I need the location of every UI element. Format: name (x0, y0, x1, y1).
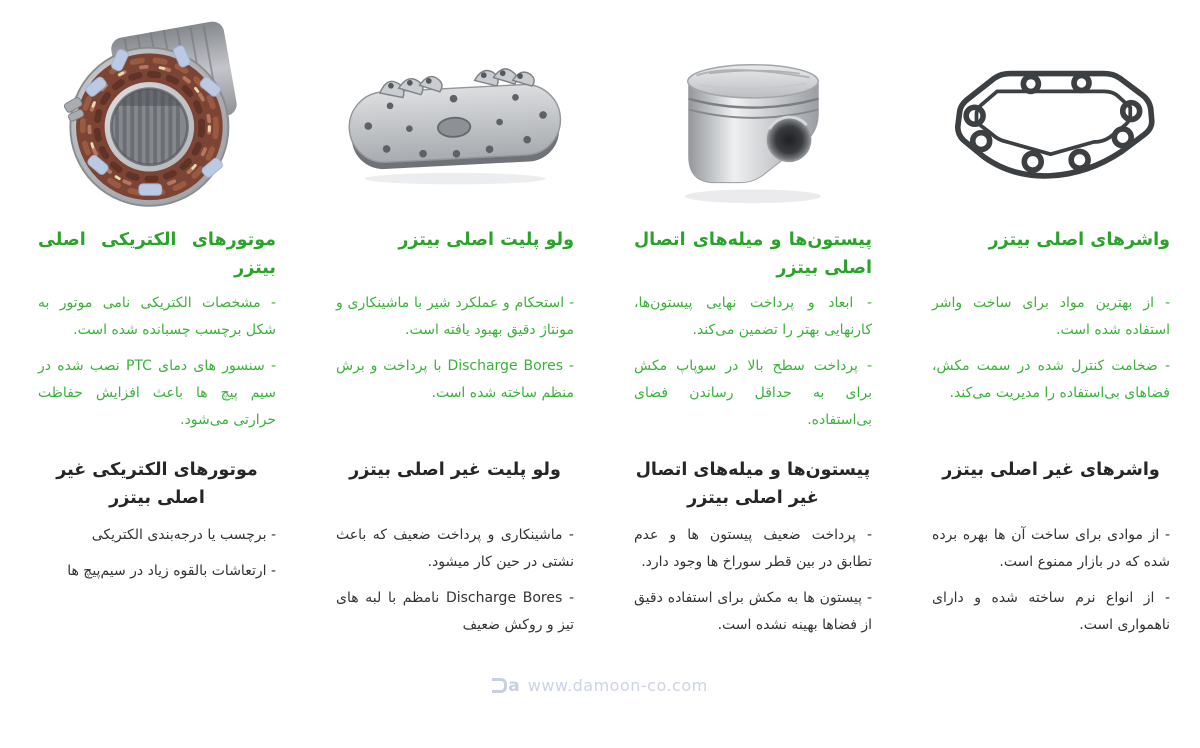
bullet-point: - ارتعاشات بالقوه زیاد در سیم‌پیچ ها (67, 563, 276, 579)
bullet-point: - Discharge Bores نامظم با لبه های تیز و روکش ضعیف (336, 590, 574, 633)
bullet-point: - برچسب یا درجه‌بندی الکتریکی (91, 527, 276, 543)
piston-image (634, 12, 872, 212)
damoon-logo-letter: a (508, 675, 520, 696)
damoon-logo-d-shape (492, 678, 507, 693)
gasket-icon (939, 37, 1164, 187)
bullet-point: - از بهترین مواد برای ساخت واشر استفاده شده است. (932, 295, 1170, 338)
electric-motor-image (38, 12, 276, 212)
footer-watermark (0, 676, 1200, 695)
nonoriginal-valve-plate-points (336, 522, 574, 639)
bullet-point: - سنسور های دمای PTC نصب شده در سیم پیچ ها باعث افزایش حفاظت حرارتی می‌شود. (38, 358, 276, 428)
original-gaskets-title: واشرهای اصلی بیتزر (988, 230, 1170, 250)
nonoriginal-motors-title: موتورهای الکتریکی غیر اصلی بیتزر (56, 460, 258, 508)
original-gaskets-points (932, 290, 1170, 442)
original-motors-points (38, 290, 276, 442)
bullet-point: - پیستون ها به مکش برای استفاده دقیق از فضاها بهینه نشده است. (634, 590, 872, 633)
gasket-image (932, 12, 1170, 212)
original-pistons-title: پیستون‌ها و میله‌های اتصال اصلی بیتزر (634, 230, 872, 278)
bullet-point: - مشخصات الکتریکی نامی موتور به شکل برچسب چسبانده شده است. (38, 295, 276, 338)
nonoriginal-pistons-points (634, 522, 872, 639)
piston-icon (653, 17, 853, 207)
column-gaskets (932, 12, 1170, 648)
valve-plate-image (336, 12, 574, 212)
original-valve-plate-title: ولو پلیت اصلی بیتزر (398, 230, 574, 250)
original-valve-plate-points (336, 290, 574, 442)
bullet-point: - پرداخت ضعیف پیستون ها و عدم تطابق در بین قطر سوراخ ها وجود دارد. (634, 527, 872, 570)
nonoriginal-pistons-title: پیستون‌ها و میله‌های اتصال غیر اصلی بیتزر (635, 460, 871, 508)
bullet-point: - Discharge Bores با پرداخت و برش منظم ساخته شده است. (336, 358, 574, 401)
bullet-point: - از موادی برای ساخت آن ها بهره برده شده که در بازار ممنوع است. (932, 527, 1170, 570)
column-valve-plate (336, 12, 574, 648)
column-pistons (634, 12, 872, 648)
original-motors-title: موتورهای الکتریکی اصلی بیتزر (38, 230, 276, 278)
bullet-point: - پرداخت سطح بالا در سوپاپ مکش برای به حداقل رساندن فضای بی‌استفاده. (634, 358, 872, 428)
damoon-logo-icon (492, 675, 520, 696)
nonoriginal-gaskets-points (932, 522, 1170, 639)
bullet-point: - ضخامت کنترل شده در سمت مکش، فضاهای بی‌استفاده را مدیریت می‌کند. (932, 358, 1170, 401)
nonoriginal-gaskets-title: واشرهای غیر اصلی بیتزر (942, 460, 1160, 480)
column-motors (38, 12, 276, 648)
valve-plate-icon (336, 32, 574, 192)
bullet-point: - ماشینکاری و پرداخت ضعیف که باعث نشتی در حین کار میشود. (336, 527, 574, 570)
footer-url: www.damoon-co.com (527, 676, 708, 695)
bullet-point: - ابعاد و پرداخت نهایی پیستون‌ها، کارنهایی بهتر را تضمین می‌کند. (634, 295, 872, 338)
original-pistons-points (634, 290, 872, 442)
electric-motor-icon (57, 13, 257, 211)
bullet-point: - از انواع نرم ساخته شده و دارای ناهمواری است. (932, 590, 1170, 633)
nonoriginal-valve-plate-title: ولو پلیت غیر اصلی بیتزر (349, 460, 561, 480)
nonoriginal-motors-points (38, 522, 276, 585)
bullet-point: - استحکام و عملکرد شیر با ماشینکاری و مونتاژ دقیق بهبود یافته است. (336, 295, 574, 338)
